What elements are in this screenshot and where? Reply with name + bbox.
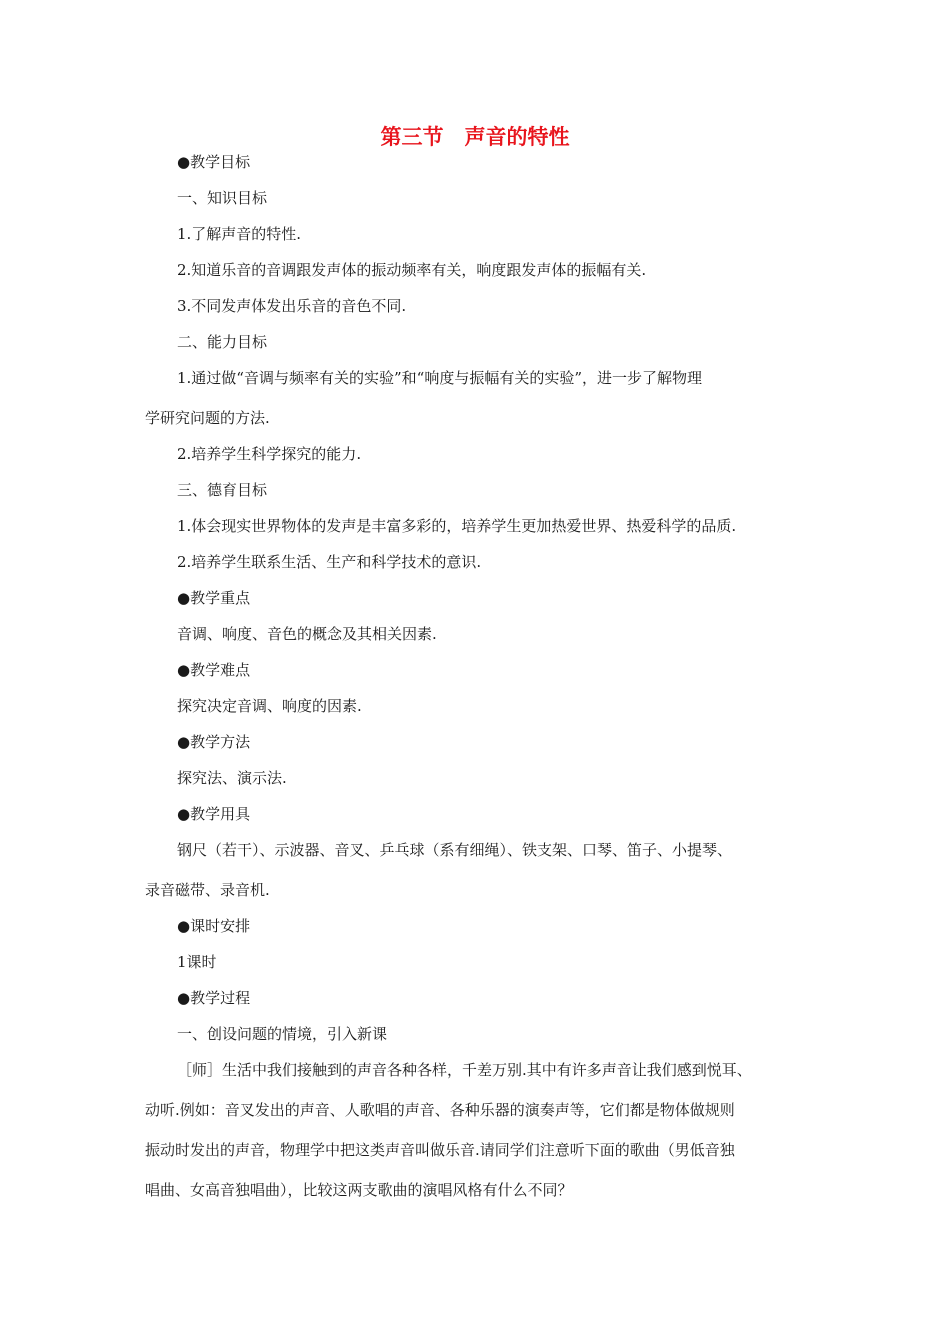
- paragraph-line: 钢尺（若干）、示波器、音叉、乒乓球（系有细绳）、铁支架、口琴、笛子、小提琴、: [177, 841, 733, 859]
- paragraph-line: 2.培养学生联系生活、生产和科学技术的意识.: [177, 553, 482, 571]
- paragraph-line: 录音磁带、录音机.: [145, 881, 270, 899]
- page-title: 第三节 声音的特性: [380, 125, 570, 149]
- section-heading-difficulties: ●教学难点: [177, 661, 251, 679]
- paragraph-line: 2.知道乐音的音调跟发声体的振动频率有关，响度跟发声体的振幅有关.: [177, 261, 647, 279]
- section-heading-schedule: ●课时安排: [177, 917, 251, 935]
- subsection-introduction: 一、创设问题的情境，引入新课: [177, 1025, 388, 1043]
- paragraph-line: 1课时: [177, 953, 217, 971]
- subsection-moral-goals: 三、德育目标: [177, 481, 268, 499]
- paragraph-line: 动听.例如：音叉发出的声音、人歌唱的声音、各种乐器的演奏声等，它们都是物体做规则: [145, 1101, 735, 1119]
- paragraph-line: 探究法、演示法.: [177, 769, 287, 787]
- section-heading-process: ●教学过程: [177, 989, 251, 1007]
- section-heading-tools: ●教学用具: [177, 805, 251, 823]
- paragraph-line: ［师］生活中我们接触到的声音各种各样，千差万别.其中有许多声音让我们感到悦耳、: [177, 1061, 752, 1079]
- paragraph-line: 探究决定音调、响度的因素.: [177, 697, 362, 715]
- paragraph-line: 振动时发出的声音，物理学中把这类声音叫做乐音.请同学们注意听下面的歌曲（男低音独: [145, 1141, 735, 1159]
- paragraph-line: 1.了解声音的特性.: [177, 225, 302, 243]
- subsection-knowledge-goals: 一、知识目标: [177, 189, 268, 207]
- paragraph-line: 1.体会现实世界物体的发声是丰富多彩的，培养学生更加热爱世界、热爱科学的品质.: [177, 517, 737, 535]
- subsection-ability-goals: 二、能力目标: [177, 333, 268, 351]
- paragraph-line: 唱曲、女高音独唱曲），比较这两支歌曲的演唱风格有什么不同？: [145, 1181, 573, 1199]
- paragraph-line: 音调、响度、音色的概念及其相关因素.: [177, 625, 437, 643]
- paragraph-line: 学研究问题的方法.: [145, 409, 270, 427]
- paragraph-line: 2.培养学生科学探究的能力.: [177, 445, 362, 463]
- paragraph-line: 3.不同发声体发出乐音的音色不同.: [177, 297, 407, 315]
- section-heading-methods: ●教学方法: [177, 733, 251, 751]
- paragraph-line: 1.通过做“音调与频率有关的实验”和“响度与振幅有关的实验”，进一步了解物理: [177, 369, 702, 387]
- section-heading-teaching-goals: ●教学目标: [177, 153, 251, 171]
- section-heading-key-points: ●教学重点: [177, 589, 251, 607]
